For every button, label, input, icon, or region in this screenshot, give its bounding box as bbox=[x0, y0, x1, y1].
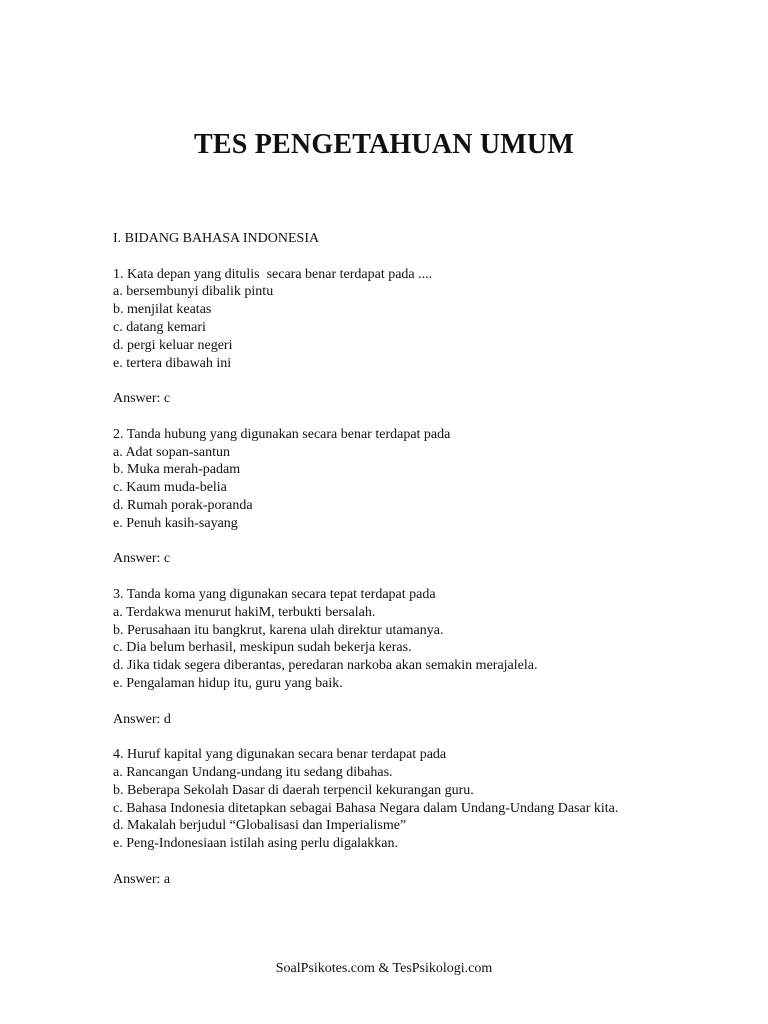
option-e: e. tertera dibawah ini bbox=[113, 355, 232, 371]
option-d: d. Rumah porak-poranda bbox=[113, 497, 253, 513]
option-e: e. Peng-Indonesiaan istilah asing perlu digalakkan. bbox=[113, 836, 398, 852]
option-a: a. Terdakwa menurut hakiM, terbukti bersalah. bbox=[113, 604, 376, 620]
option-b: b. Beberapa Sekolah Dasar di daerah terpencil kekurangan guru. bbox=[113, 782, 474, 798]
question-4 bbox=[113, 746, 653, 853]
question-1 bbox=[113, 266, 653, 373]
option-e: e. Penuh kasih-sayang bbox=[113, 515, 238, 531]
option-b: b. menjilat keatas bbox=[113, 302, 212, 318]
answer-2: Answer: c bbox=[113, 551, 171, 567]
option-a: a. bersembunyi dibalik pintu bbox=[113, 284, 274, 300]
document-body bbox=[113, 230, 653, 906]
option-d: d. Makalah berjudul “Globalisasi dan Imperialisme” bbox=[113, 818, 407, 834]
question-3 bbox=[113, 586, 653, 693]
option-e: e. Pengalaman hidup itu, guru yang baik. bbox=[113, 675, 343, 691]
option-a: a. Adat sopan-santun bbox=[113, 444, 231, 460]
answer-4: Answer: a bbox=[113, 871, 171, 887]
question-text: 1. Kata depan yang ditulis secara benar terdapat pada .... bbox=[113, 266, 433, 282]
question-text: 4. Huruf kapital yang digunakan secara benar terdapat pada bbox=[113, 747, 447, 763]
answer-1: Answer: c bbox=[113, 391, 171, 407]
option-b: b. Muka merah-padam bbox=[113, 462, 241, 478]
option-c: c. Kaum muda-belia bbox=[113, 480, 227, 496]
option-c: c. Dia belum berhasil, meskipun sudah bekerja keras. bbox=[113, 640, 412, 656]
section-heading: I. BIDANG BAHASA INDONESIA bbox=[113, 231, 320, 246]
option-c: c. datang kemari bbox=[113, 319, 206, 335]
document-title: TES PENGETAHUAN UMUM bbox=[194, 129, 574, 160]
option-a: a. Rancangan Undang-undang itu sedang dibahas. bbox=[113, 764, 393, 780]
question-text: 2. Tanda hubung yang digunakan secara benar terdapat pada bbox=[113, 426, 451, 442]
option-c: c. Bahasa Indonesia ditetapkan sebagai Bahasa Negara dalam Undang-Undang Dasar kita. bbox=[113, 800, 619, 816]
option-b: b. Perusahaan itu bangkrut, karena ulah direktur utamanya. bbox=[113, 622, 444, 638]
page-footer: SoalPsikotes.com & TesPsikologi.com bbox=[275, 961, 493, 976]
question-2 bbox=[113, 426, 653, 533]
option-d: d. pergi keluar negeri bbox=[113, 337, 233, 353]
option-d: d. Jika tidak segera diberantas, peredaran narkoba akan semakin merajalela. bbox=[113, 658, 538, 674]
question-text: 3. Tanda koma yang digunakan secara tepat terdapat pada bbox=[113, 586, 436, 602]
answer-3: Answer: d bbox=[113, 711, 171, 727]
